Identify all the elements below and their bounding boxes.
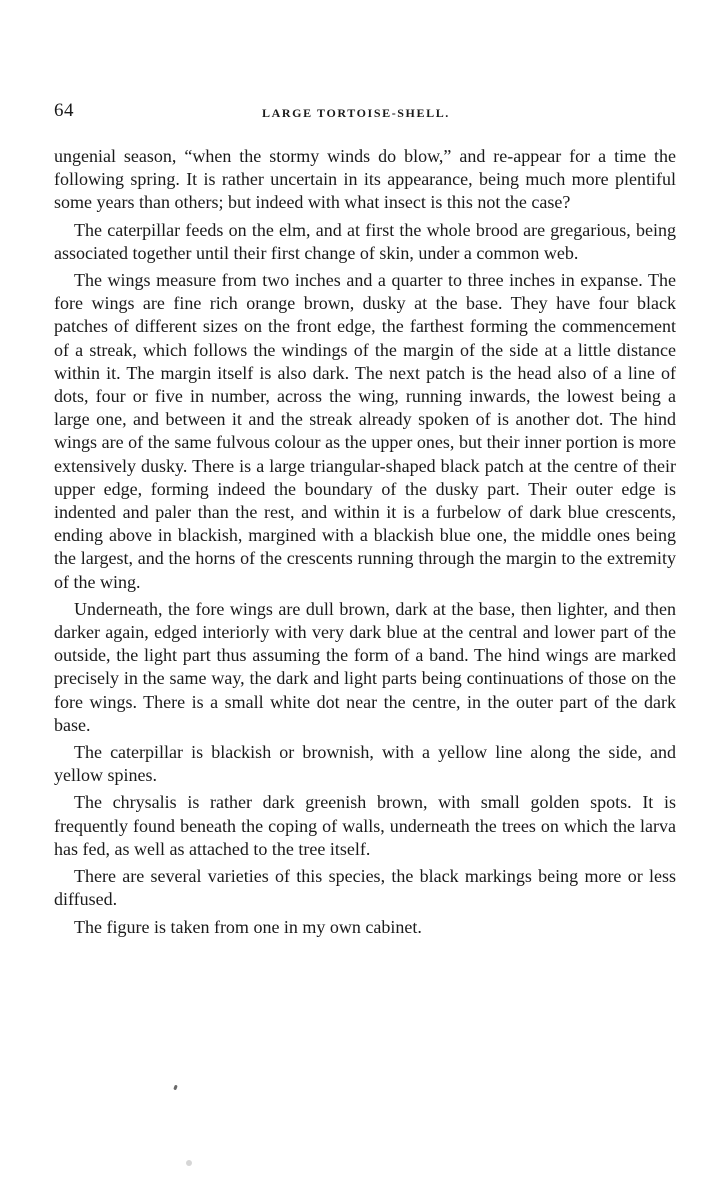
running-head: LARGE TORTOISE-SHELL. [262, 106, 450, 120]
paragraph-wings-description: The wings measure from two inches and a quarter to three inches in expanse. The fore wings are fine rich orange brown, dusky at the base. They have four black patches of different sizes on the front edge, the farthest forming the commencement of a streak, which follows the windings of the margin of the side at a little distance within it. The margin itself is also dark. The next patch is the head also of a line of dots, four or five in number, across the wing, running inwards, the lowest being a large one, and between it and the streak already spoken of is another dot. The hind wings are of the same fulvous colour as the upper ones, but their inner portion is more extensively dusky. There is a large triangular-shaped black patch at the centre of their upper edge, forming indeed the boundary of the dusky part. Their outer edge is indented and paler than the rest, and within it is a furbelow of dark blue crescents, ending above in blackish, margined with a blackish blue one, the middle ones being the largest, and the horns of the crescents running through the margin to the extremity of the wing. [54, 270, 676, 592]
paragraph-varieties: There are several varieties of this species, the black markings being more or less diffused. [54, 866, 676, 910]
page-number: 64 [54, 100, 74, 121]
paragraph-chrysalis: The chrysalis is rather dark greenish brown, with small golden spots. It is frequently found beneath the coping of walls, underneath the trees on which the larva has fed, as well as attached to the tree itself. [54, 792, 676, 859]
paper-blemish [186, 1160, 192, 1166]
paragraph-underside: Underneath, the fore wings are dull brown, dark at the base, then lighter, and then darker again, edged interiorly with very dark blue at the central and lower part of the outside, the light part thus assuming the form of a band. The hind wings are marked precisely in the same way, the dark and light parts being continuations of those on the fore wings. There is a small white dot near the centre, in the outer part of the dark base. [54, 598, 676, 735]
paragraph-figure-source: The figure is taken from one in my own cabinet. [74, 916, 422, 937]
paragraph-caterpillar-food: The caterpillar feeds on the elm, and at first the whole brood are gregarious, being associated together until their first change of skin, under a common web. [54, 219, 676, 263]
ink-speck [173, 1085, 178, 1091]
page-header [54, 100, 674, 130]
body-text [54, 145, 676, 943]
paragraph-continuation: ungenial season, “when the stormy winds do blow,” and re-appear for a time the following spring. It is rather uncertain in its appearance, being much more plentiful some years than others; but indeed with what insect is this not the case? [54, 146, 676, 213]
paragraph-caterpillar-appearance: The caterpillar is blackish or brownish, with a yellow line along the side, and yellow spines. [54, 742, 676, 786]
